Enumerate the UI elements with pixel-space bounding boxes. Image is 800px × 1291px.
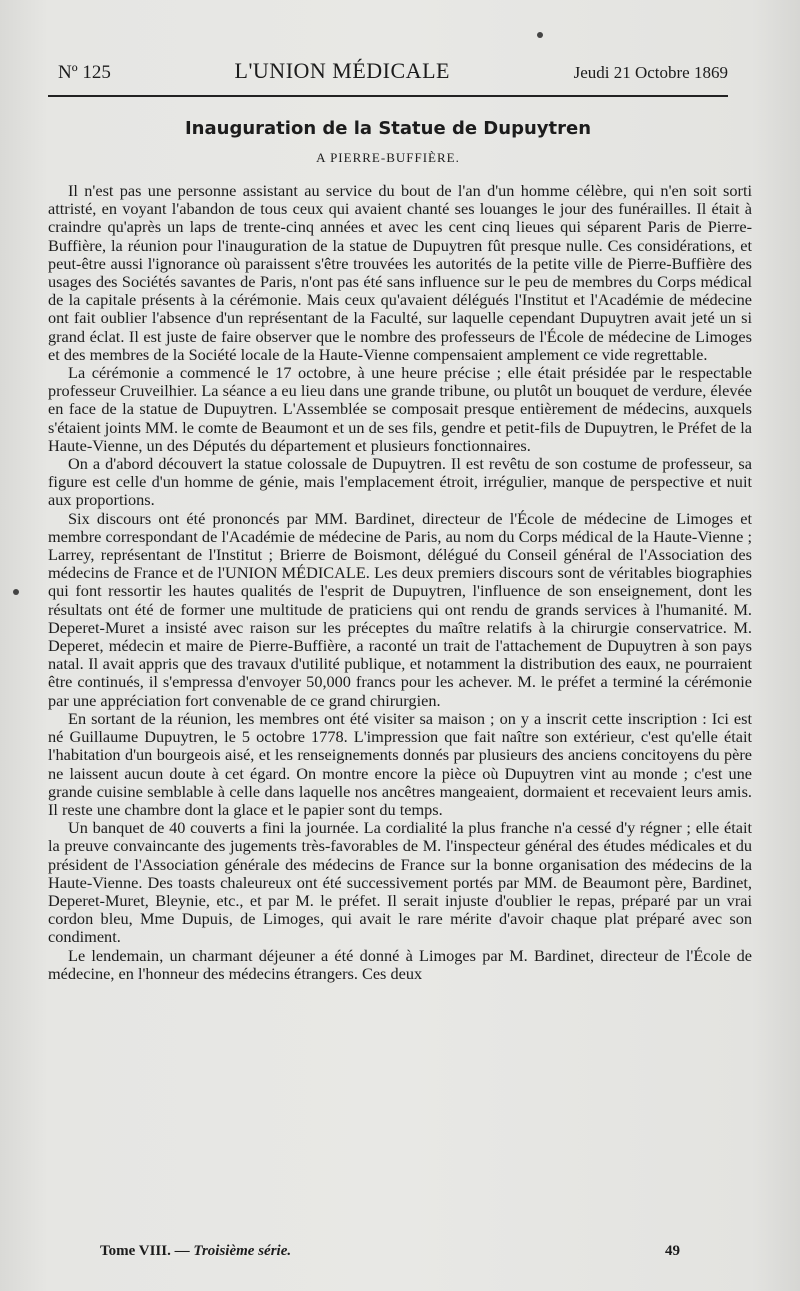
- paragraph-2: La cérémonie a commencé le 17 octobre, à une heure précise ; elle était présidée par le respectable professeur Cruveilhier. La séance a eu lieu dans une grande tribune, ou plutôt un bouquet de verdure, élevée en face de la statue de Dupuytren. L'Assemblée se composait presque entièrement de médecins, auxquels s'étaient joints MM. le comte de Beaumont et un de ses fils, gendre et petit-fils de Dupuytren, le Préfet de la Haute-Vienne, un des Députés du département et plusieurs fonctionnaires.: [48, 363, 752, 455]
- journal-name: L'UNION MÉDICALE: [234, 58, 450, 83]
- footer-dash: —: [174, 1243, 190, 1259]
- page-number: 49: [665, 1243, 680, 1259]
- issue-date: Jeudi 21 Octobre 1869: [573, 63, 728, 82]
- print-speck: [13, 589, 19, 595]
- paragraph-6: Un banquet de 40 couverts a fini la journée. La cordialité la plus franche n'a cessé d'y régner ; elle était la preuve convaincante des jugements très-favorables de M. l'inspecteur général des études médicales et du président de l'Association générale des médecins de France sur la bonne organisation des médecins de la Haute-Vienne. Des toasts chaleureux ont été successivement portés par MM. de Beaumont père, Bardinet, Deperet-Muret, Bleynie, etc., et par M. le préfet. Il serait injuste d'oublier le repas, préparé par un vrai cordon bleu, Mme Dupuis, de Limoges, qui avait le rare mérite d'avoir chaque plat préparé avec son condiment.: [48, 818, 752, 947]
- article-body: [48, 182, 752, 983]
- paragraph-3: On a d'abord découvert la statue colossale de Dupuytren. Il est revêtu de son costume de professeur, sa figure est celle d'un homme de génie, mais l'emplacement étroit, irrégulier, manque de perspective et nuit aux proportions.: [48, 454, 752, 510]
- paragraph-7: Le lendemain, un charmant déjeuner a été donné à Limoges par M. Bardinet, directeur de l'École de médecine, en l'honneur des médecins étrangers. Ces deux: [48, 945, 752, 983]
- page-footer: [100, 1243, 680, 1260]
- volume-info: [100, 1243, 291, 1260]
- article-title: Inauguration de la Statue de Dupuytren: [184, 118, 592, 139]
- volume-label: Tome VIII.: [100, 1243, 171, 1259]
- header-rule: [48, 95, 728, 97]
- article-subtitle: A PIERRE-BUFFIÈRE.: [316, 150, 460, 165]
- series-label: Troisième série.: [193, 1243, 292, 1259]
- page-header: [58, 58, 728, 88]
- paragraph-1: Il n'est pas une personne assistant au service du bout de l'an d'un homme célèbre, qui n'en soit sorti attristé, en voyant l'abandon de tous ceux qui avaient chanté ses louanges le jour des funérailles. Il était à craindre qu'après un laps de trente-cinq années et avec les cent cinq lieues qui séparent Paris de Pierre-Buffière, la réunion pour l'inauguration de la statue de Dupuytren fût presque nulle. Ces considérations, et peut-être aussi l'ignorance où paraissent s'être trouvées les autorités de la petite ville de Pierre-Buffière des usages des Sociétés savantes de Paris, n'ont pas été sans influence sur le peu de membres du Corps médical de la capitale présents à la cérémonie. Mais ceux qu'avaient délégués l'Institut et l'Académie de médecine ont fait oublier l'absence d'un représentant de la Faculté, sur laquelle cependant Dupuytren avait jeté un si grand éclat. Il est juste de faire observer que le nombre des professeurs de l'École de médecine de Limoges et des membres de la Société locale de la Haute-Vienne compensaient amplement ce vide regrettable.: [48, 181, 752, 364]
- print-speck: [537, 32, 543, 38]
- paragraph-4: Six discours ont été prononcés par MM. Bardinet, directeur de l'École de médecine de Limoges et membre correspondant de l'Académie de médecine de Paris, au nom du Corps médical de la Haute-Vienne ; Larrey, représentant de l'Institut ; Brierre de Boismont, délégué du Conseil général de l'Association des médecins de France et de l'UNION MÉDICALE. Les deux premiers discours sont de véritables biographies qui font ressortir les hautes qualités de l'esprit de Dupuytren, l'influence de son enseignement, dont les résultats ont été de former une multitude de praticiens qui ont rendu de grands services à l'humanité. M. Deperet-Muret a insisté avec raison sur les préceptes du maître relatifs à la chirurgie conservatrice. M. Deperet, médecin et maire de Pierre-Buffière, a raconté un trait de l'attachement de Dupuytren à son pays natal. Il avait appris que des travaux d'utilité publique, et notamment la distribution des eaux, ne pourraient être continués, il s'empressa d'envoyer 50,000 francs pour les achever. M. le préfet a terminé la cérémonie par une appréciation fort convenable de ce grand chirurgien.: [48, 508, 752, 710]
- paragraph-5: En sortant de la réunion, les membres ont été visiter sa maison ; on y a inscrit cette inscription : Ici est né Guillaume Dupuytren, le 5 octobre 1778. L'impression que fait naître son extérieur, c'est qu'elle était l'habitation d'un bourgeois aisé, et les renseignements donnés par plusieurs des anciens concitoyens du père ne laissent aucun doute à cet égard. On montre encore la pièce où Dupuytren vint au monde ; c'est une grande cuisine semblable à celle dans laquelle nos ancêtres mangeaient, dormaient et recevaient leurs amis. Il reste une chambre dont la glace et le papier sont du temps.: [48, 708, 752, 819]
- issue-number: Nº 125: [58, 62, 111, 83]
